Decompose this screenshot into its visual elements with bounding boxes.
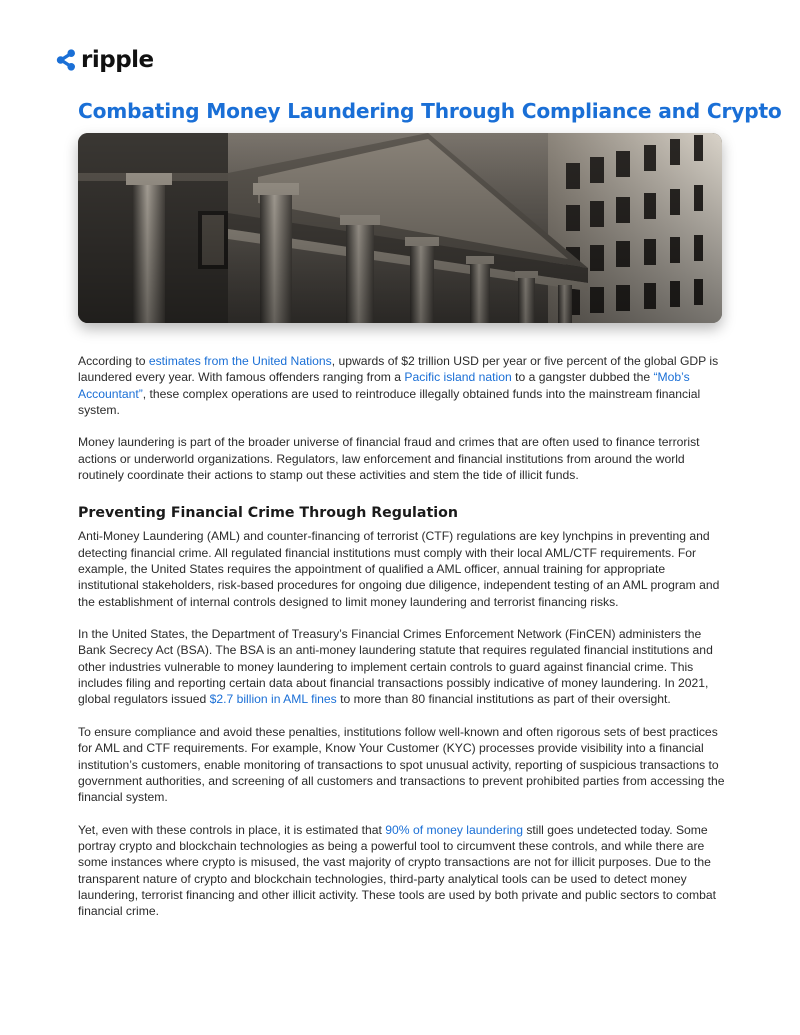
paragraph-money-laundering: Money laundering is part of the broader universe of financial fraud and crimes that are often used to finance terrorist actions or underworld organizations. Regulators, law enforcement and financial institutions from around the world routinely coordinate their actions to stamp out these activities and stem the tide of illicit funds. (78, 435, 700, 483)
text: still goes undetected today. Some portray crypto and blockchain technologies as being a powerful tool to circumvent these controls, and while there are some instances where crypto is misused, the vast majority of crypto transactions are not for illicit purposes. Due to the transparent nature of crypto and blockchain technologies, third-party analytical tools can be used to detect money laundering, terrorist financing and other illicit activity. These tools are used by both private and public sectors to combat financial crime. (78, 822, 716, 919)
paragraph-kyc: To ensure compliance and avoid these penalties, institutions follow well-known and often rigorous sets of best practices for AML and CTF requirements. For example, Know Your Customer (KYC) processes provide visibility into a financial institution’s customers, enable monitoring of transactions to spot unusual activity, reporting of suspicious transactions to government authorities, and screening of all customers and transactions to prevent prohibited parties from accessing the financial system. (78, 724, 725, 805)
article-body (78, 353, 728, 936)
section-heading: Preventing Financial Crime Through Regulation (78, 505, 458, 522)
hero-image (78, 133, 722, 323)
text: , upwards of $2 trillion USD per year or five percent of the global GDP is laundered every year. With famous offenders ranging from a (78, 354, 719, 385)
link-pacific-island-nation[interactable]: Pacific island nation (404, 370, 512, 385)
text: to more than 80 financial institutions as part of their oversight. (336, 692, 671, 707)
ripple-logo-icon (56, 48, 76, 72)
paragraph-aml-ctf: Anti-Money Laundering (AML) and counter-financing of terrorist (CTF) regulations are key lynchpins in preventing and detecting financial crime. All regulated financial institutions must comply with their local AML/CTF requirements. For example, the United States requires the appointment of qualified a AML officer, annual training for appropriate institutional stakeholders, risk-based procedures for ongoing due diligence, independent testing of an AML program and the establishment of internal controls designed to limit money laundering and terrorist financing risks. (78, 529, 720, 609)
paragraph-fincen (78, 626, 728, 707)
text: , these complex operations are used to reintroduce illegally obtained funds into the mainstream financial system. (78, 386, 701, 417)
link-money-laundering-undetected[interactable]: 90% of money laundering (385, 822, 523, 837)
logo-text: ripple (81, 47, 154, 73)
link-un-estimates[interactable]: estimates from the United Nations (148, 354, 332, 368)
paragraph-crypto (78, 822, 728, 920)
link-mobs-accountant[interactable]: “Mob’s Accountant” (78, 370, 690, 401)
text: Yet, even with these controls in place, it is estimated that (78, 822, 386, 837)
page-title: Combating Money Laundering Through Compliance and Crypto (78, 99, 782, 123)
paragraph-intro (78, 353, 728, 418)
text: In the United States, the Department of Treasury’s Financial Crimes Enforcement Network (FinCEN) administers the Bank Secrecy Act (BSA). The BSA is an anti-money laundering statute that requires regulated financial institutions and other industries vulnerable to money laundering to implement certain controls to guard against financial crime. This includes filing and reporting certain data about financial transactions possibly indicative of money laundering. In 2021, global regulators issued (78, 627, 713, 707)
link-aml-fines[interactable]: $2.7 billion in AML fines (209, 692, 337, 707)
ripple-logo[interactable] (56, 48, 154, 72)
bank-building-illustration (78, 133, 722, 323)
text: According to (78, 354, 149, 368)
text: to a gangster dubbed the (511, 370, 654, 385)
